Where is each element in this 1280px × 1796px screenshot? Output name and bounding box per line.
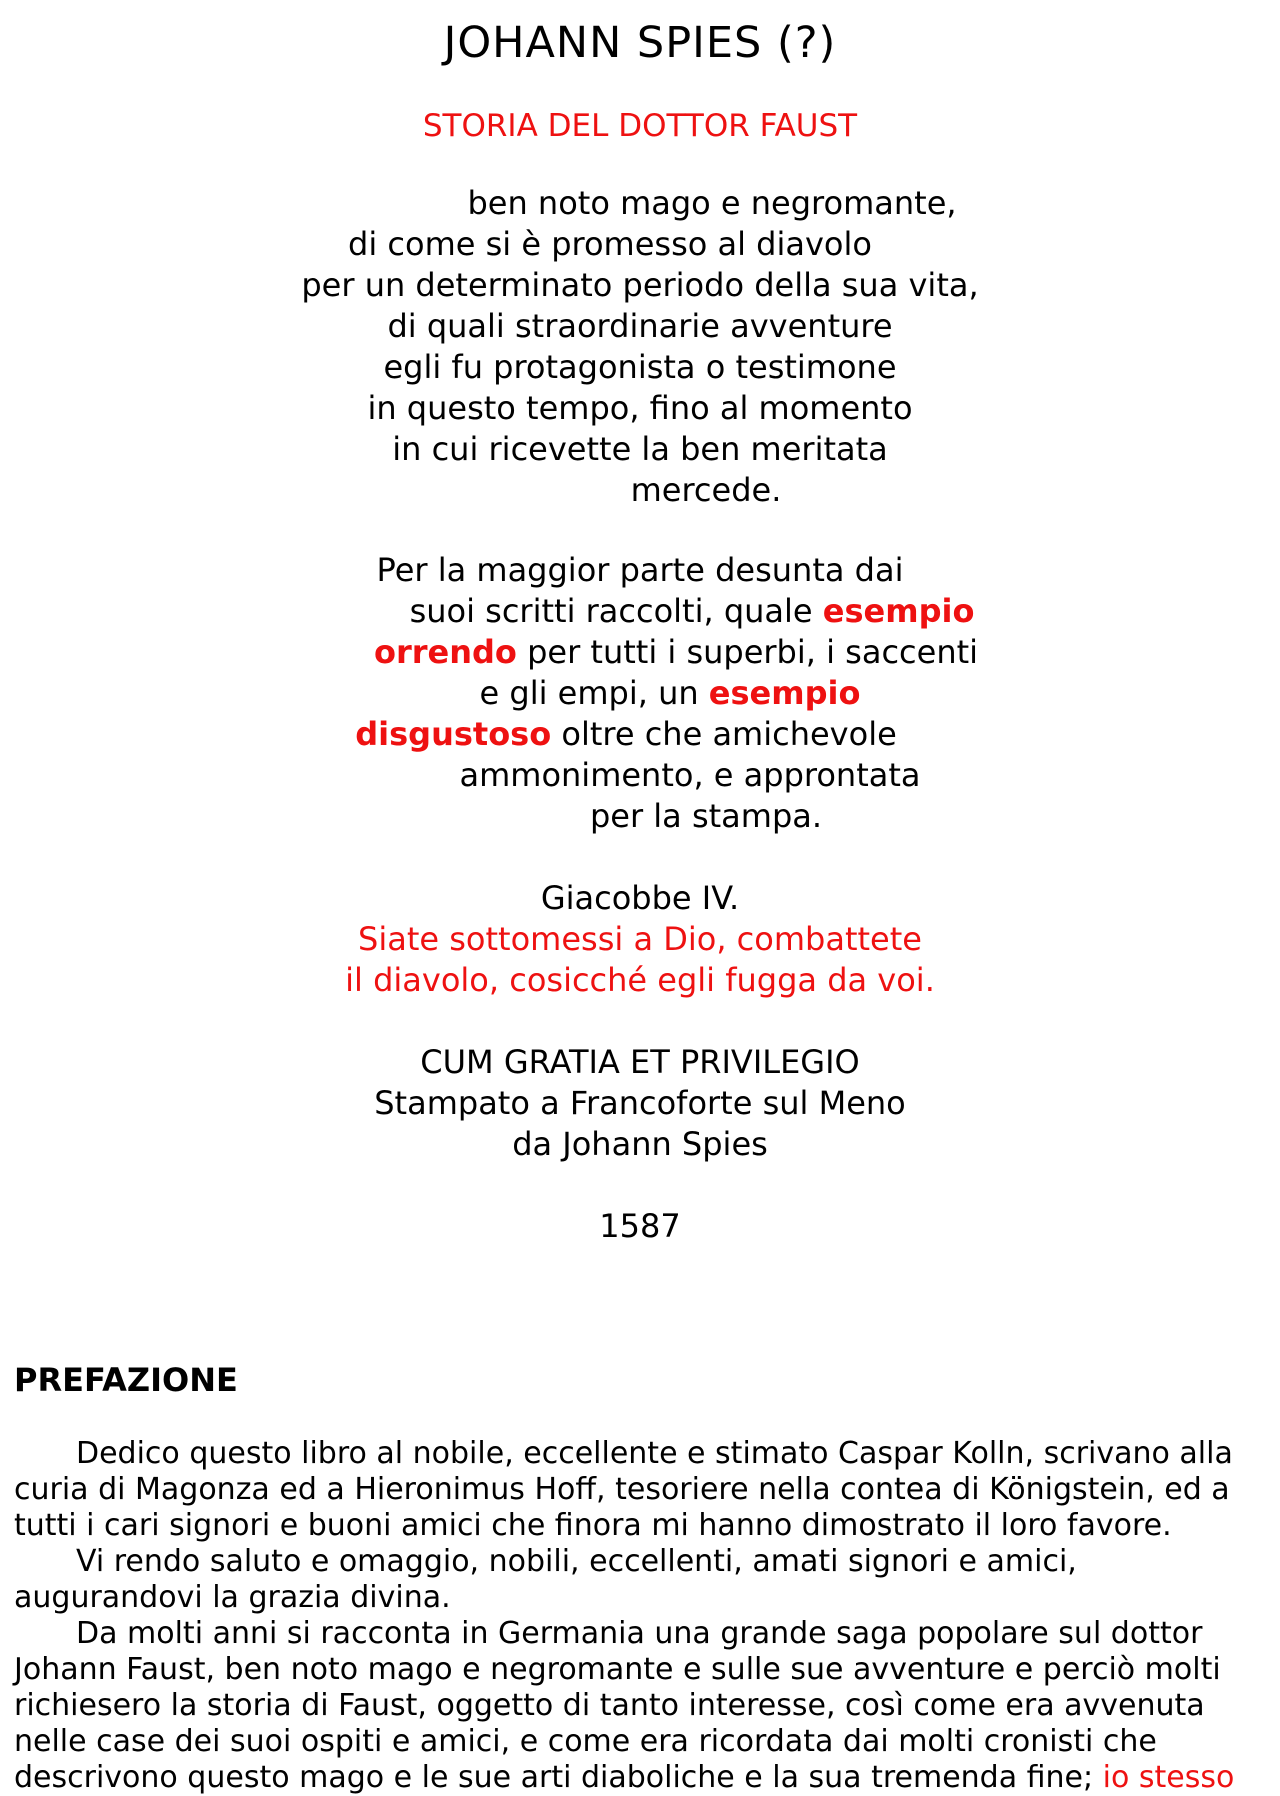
- citation-quote-2: il diavolo, cosicché egli fugga da voi.: [345, 961, 935, 999]
- desc-line-2: suoi scritti raccolti, quale esempio: [409, 592, 975, 630]
- front-line-7: in cui ricevette la ben meritata: [392, 430, 888, 468]
- preface-paragraph-2: Vi rendo saluto e omaggio, nobili, eccellenti, amati signori e amici,: [76, 1544, 1077, 1579]
- imprint-line-2: Stampato a Francoforte sul Meno: [374, 1084, 906, 1122]
- desc-line-3: orrendo per tutti i superbi, i saccenti: [373, 633, 979, 671]
- preface-paragraph-3: Da molti anni si racconta in Germania una grande saga popolare sul dottor: [76, 1616, 1203, 1651]
- front-line-3: per un determinato periodo della sua vita,: [301, 266, 979, 304]
- preface-paragraph-2-cont: augurandovi la grazia divina.: [14, 1580, 451, 1615]
- desc-line-1: Per la maggior parte desunta dai: [376, 551, 904, 589]
- book-subtitle: STORIA DEL DOTTOR FAUST: [422, 108, 858, 144]
- desc-line-5: disgustoso oltre che amichevole: [355, 715, 897, 753]
- citation-quote-1: Siate sottomessi a Dio, combattete: [358, 920, 922, 958]
- front-line-8: mercede.: [630, 471, 782, 509]
- desc-line-4: e gli empi, un esempio: [479, 674, 861, 712]
- front-line-4: di quali straordinarie avventure: [387, 307, 893, 345]
- author-title: JOHANN SPIES (?): [443, 18, 837, 68]
- highlight-io-stesso: io stesso: [1102, 1760, 1235, 1795]
- preface-paragraph-1-cont: curia di Magonza ed a Hieronimus Hoff, tesoriere nella contea di Königstein, ed a tutti i cari signori e buoni amici che finora mi hanno dimostrato il loro favore.: [14, 1472, 1230, 1543]
- preface-paragraph-3-cont: Johann Faust, ben noto mago e negromante e sulle sue avventure e perciò molti richiesero la storia di Faust, oggetto di tanto interesse, così come era avvenuta nelle case dei suoi ospiti e amici, e come era ricordata dai molti cronisti che descrivono questo mago e le sue arti diaboliche e la sua tremenda fine; io stesso: [14, 1652, 1235, 1795]
- preface-heading: PREFAZIONE: [14, 1361, 238, 1399]
- imprint-line-1: CUM GRATIA ET PRIVILEGIO: [420, 1043, 860, 1081]
- imprint-year: 1587: [599, 1207, 681, 1245]
- preface-body: [14, 1436, 1270, 1796]
- desc-line-6: ammonimento, e approntata: [459, 756, 921, 794]
- citation-ref: Giacobbe IV.: [540, 879, 740, 917]
- desc-line-7: per la stampa.: [589, 797, 823, 835]
- imprint-line-3: da Johann Spies: [512, 1125, 768, 1163]
- preface-paragraph-1: Dedico questo libro al nobile, eccellente e stimato Caspar Kolln, scrivano alla: [76, 1436, 1233, 1471]
- front-line-5: egli fu protagonista o testimone: [383, 348, 897, 386]
- front-line-1: ben noto mago e negromante,: [467, 184, 957, 222]
- front-line-2: di come si è promesso al diavolo: [348, 225, 872, 263]
- front-line-6: in questo tempo, fino al momento: [367, 389, 913, 427]
